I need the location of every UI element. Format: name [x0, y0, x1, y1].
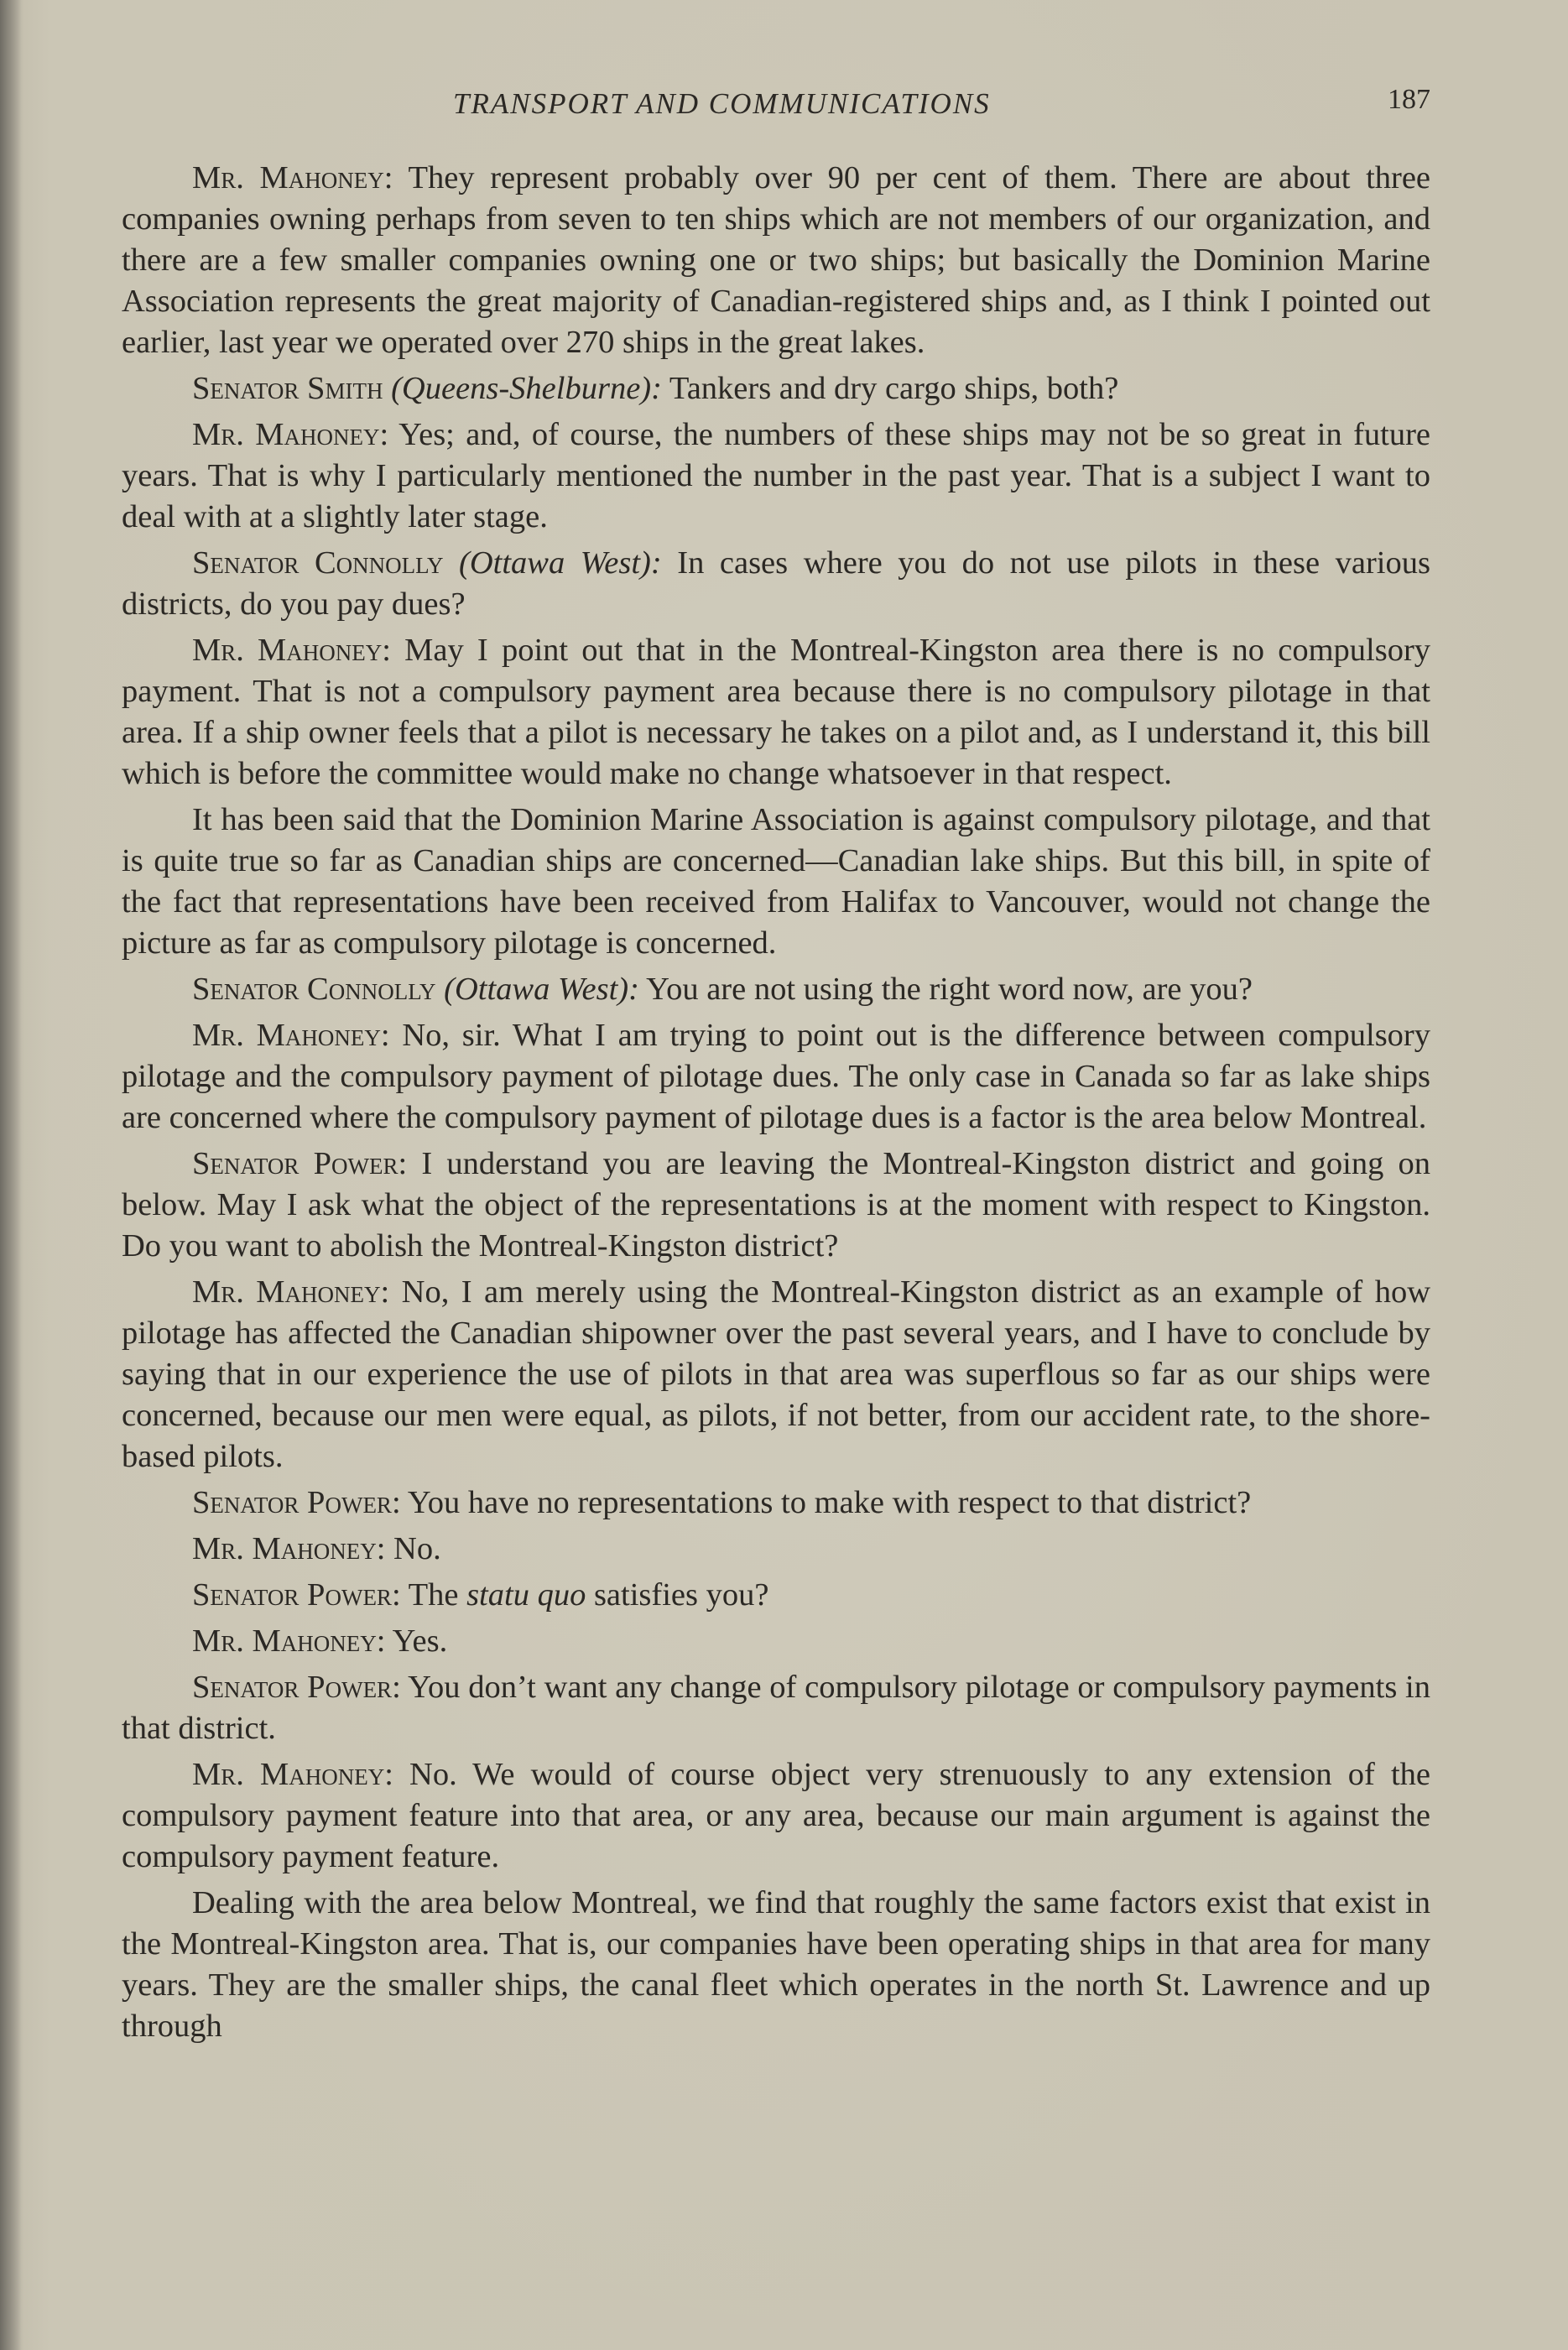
speaker-riding: (Ottawa West): [435, 972, 639, 1007]
speaker-label: Senator Connolly [192, 972, 436, 1007]
speaker-label: Senator Power: [192, 1485, 401, 1520]
page-header [122, 82, 1430, 133]
paragraph-1 [122, 158, 1430, 363]
latin-phrase: statu quo [466, 1577, 586, 1613]
speaker-label: Mr. Mahoney: [192, 633, 391, 668]
paragraph-14 [122, 1621, 1430, 1662]
paragraph-text: No. We would of course object very strenuously to any extension of the compulsory payment feature into that area, or any area, because our main argument is against the compulsory payment feature. [122, 1757, 1430, 1874]
paragraph-12 [122, 1529, 1430, 1570]
paragraph-text: Tankers and dry cargo ships, both? [661, 371, 1119, 406]
speaker-label: Senator Power: [192, 1146, 408, 1181]
speaker-riding: (Queens-Shelburne): [383, 371, 662, 406]
paragraph-text: I understand you are leaving the Montreal-Kingston district and going on below. May I ask what the object of the representations is at the moment with respect to Kingston. Do you want to abolish the Montreal-Kingston district? [122, 1146, 1431, 1264]
paragraph-8 [122, 1015, 1430, 1139]
paragraph-text: It has been said that the Dominion Marine Association is against compulsory pilotage, and that is quite true so far as Canadian ships are concerned—Canadian lake ships. But this bill, in spite of the fact that representations have been received from Halifax to Vancouver, would not change the picture as far as compulsory pilotage is concerned. [122, 802, 1430, 961]
paragraph-15 [122, 1667, 1430, 1749]
paragraph-text: They represent probably over 90 per cent of them. There are about three companies owning perhaps from seven to ten ships which are not members of our organization, and there are a few smaller companies owning one or two ships; but basically the Dominion Marine Association represents the great majority of Canadian-registered ships and, as I think I pointed out earlier, last year we operated over 270 ships in the great lakes. [122, 160, 1431, 360]
paragraph-17 [122, 1883, 1430, 2047]
transcript-body [122, 158, 1430, 2052]
paragraph-text: No. [385, 1531, 441, 1566]
speaker-label: Senator Power: [192, 1577, 401, 1613]
paragraph-text: Dealing with the area below Montreal, we find that roughly the same factors exist that exist in the Montreal-Kingston area. That is, our companies have been operating ships in that area for many years. They are the smaller ships, the canal fleet which operates in the north St. Lawrence and up through [122, 1885, 1430, 2044]
paragraph-13 [122, 1575, 1430, 1616]
paragraph-text: You don’t want any change of compulsory pilotage or compulsory payments in that district. [122, 1670, 1430, 1746]
speaker-label: Mr. Mahoney: [192, 1018, 390, 1053]
speaker-label: Senator Smith [192, 371, 383, 406]
paragraph-text: You are not using the right word now, are you? [638, 972, 1253, 1007]
paragraph-3 [122, 414, 1430, 538]
speaker-riding: (Ottawa West): [443, 545, 662, 581]
paragraph-text: satisfies you? [586, 1577, 769, 1613]
speaker-label: Mr. Mahoney: [192, 160, 393, 195]
book-binding-shadow [0, 0, 22, 2350]
paragraph-text: No, sir. What I am trying to point out is the difference between compulsory pilotage and the compulsory payment of pilotage dues. The only case in Canada so far as lake ships are concerned where the compulsory payment of pilotage dues is a factor is the area below Montreal. [122, 1018, 1430, 1135]
speaker-label: Mr. Mahoney: [192, 417, 389, 452]
paragraph-6 [122, 800, 1430, 964]
speaker-label: Senator Power: [192, 1670, 401, 1705]
running-head: TRANSPORT AND COMMUNICATIONS [453, 87, 991, 120]
paragraph-text: Yes. [385, 1623, 448, 1659]
speaker-label: Mr. Mahoney: [192, 1531, 386, 1566]
paragraph-9 [122, 1144, 1430, 1267]
paragraph-text: In cases where you do not use pilots in these various districts, do you pay dues? [122, 545, 1430, 622]
paragraph-text: You have no representations to make with respect to that district? [400, 1485, 1252, 1520]
speaker-label: Senator Connolly [192, 545, 444, 581]
speaker-label: Mr. Mahoney: [192, 1274, 390, 1310]
paragraph-16 [122, 1754, 1430, 1878]
speaker-label: Mr. Mahoney: [192, 1623, 386, 1659]
paragraph-7 [122, 969, 1430, 1010]
paragraph-text: May I point out that in the Montreal-Kingston area there is no compulsory payment. That is not a compulsory payment area because there is no compulsory pilotage in that area. If a ship owner feels that a pilot is necessary he takes on a pilot and, as I understand it, this bill which is before the committee would make no change whatsoever in that respect. [122, 633, 1431, 791]
paragraph-5 [122, 630, 1430, 795]
paragraph-text: Yes; and, of course, the numbers of these ships may not be so great in future years. That is why I particularly mentioned the number in the past year. That is a subject I want to deal with at a slightly later stage. [122, 417, 1431, 534]
paragraph-2 [122, 368, 1430, 409]
paragraph-10 [122, 1272, 1430, 1477]
paragraph-11 [122, 1482, 1430, 1524]
paragraph-text: No, I am merely using the Montreal-Kingston district as an example of how pilotage has affected the Canadian shipowner over the past several years, and I have to conclude by saying that in our experience the use of pilots in that area was superflous so far as our ships were concerned, because our men were equal, as pilots, if not better, from our accident rate, to the shore-based pilots. [122, 1274, 1430, 1474]
paragraph-4 [122, 543, 1430, 625]
paragraph-text-before: The [400, 1577, 467, 1613]
page-number: 187 [1388, 84, 1430, 115]
speaker-label: Mr. Mahoney: [192, 1757, 393, 1792]
